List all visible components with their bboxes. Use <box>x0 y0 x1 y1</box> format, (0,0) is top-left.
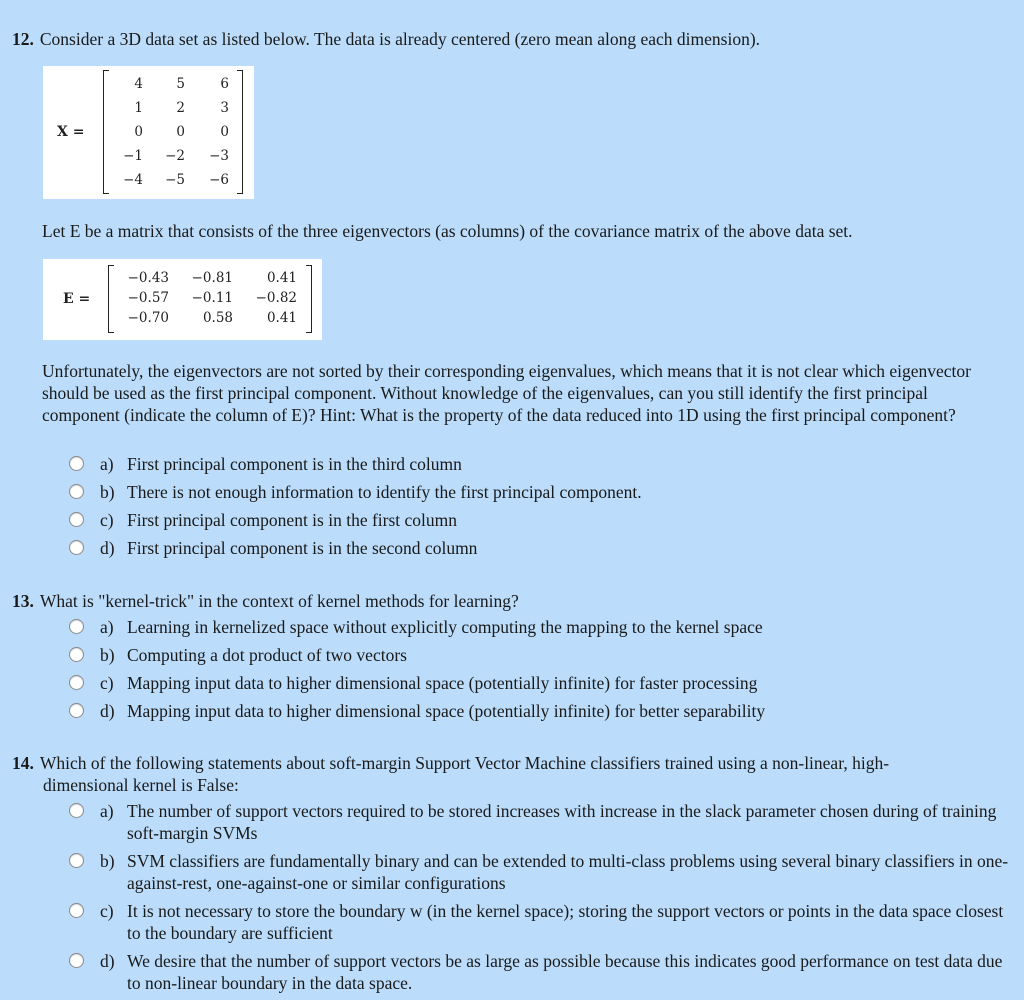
cell: 0.58 <box>202 310 233 326</box>
question-number: 14. <box>12 753 34 773</box>
option-letter: c) <box>100 901 114 921</box>
radio-button[interactable] <box>69 953 84 968</box>
cell: 0.41 <box>266 310 297 326</box>
option-a[interactable] <box>69 453 1010 475</box>
matrix-x-label: X = <box>57 124 85 140</box>
question-12-options <box>12 453 1010 565</box>
radio-button[interactable] <box>69 803 84 818</box>
cell: −5 <box>165 172 185 188</box>
question-14 <box>12 752 964 796</box>
radio-button[interactable] <box>69 647 84 662</box>
question-13-options <box>12 616 1010 728</box>
question-number: 13. <box>12 591 34 611</box>
option-d[interactable] <box>69 537 1010 559</box>
right-bracket <box>237 70 243 194</box>
option-letter: b) <box>100 851 115 871</box>
radio-button[interactable] <box>69 703 84 718</box>
radio-button[interactable] <box>69 540 84 555</box>
option-letter: d) <box>100 538 115 558</box>
option-text: First principal component is in the first column <box>127 510 458 530</box>
right-bracket <box>306 265 312 333</box>
option-a[interactable] <box>69 616 1010 638</box>
question-text: What is "kernel-trick" in the context of kernel methods for learning? <box>39 591 519 611</box>
radio-button[interactable] <box>69 484 84 499</box>
option-text: We desire that the number of support vectors be as large as possible because this indicates good performance on test data due to non-linear boundary in the data space. <box>127 951 1003 993</box>
cell: 0 <box>220 124 229 140</box>
option-letter: a) <box>100 454 114 474</box>
option-letter: c) <box>100 673 114 693</box>
option-letter: b) <box>100 482 115 502</box>
cell: −6 <box>209 172 229 188</box>
matrix-e-label: E = <box>63 291 91 307</box>
cell: −0.57 <box>127 290 169 306</box>
option-a[interactable] <box>69 800 1010 844</box>
question-text: Which of the following statements about soft-margin Support Vector Machine classifiers trained using a non-linear, high-dimensional kernel is False: <box>39 753 890 795</box>
matrix-x <box>43 66 254 199</box>
option-b[interactable] <box>69 850 1010 894</box>
question-14-options <box>12 800 1010 1000</box>
cell: −2 <box>165 148 185 164</box>
cell: −0.43 <box>127 270 169 286</box>
question-12-text3: Unfortunately, the eigenvectors are not sorted by their corresponding eigenvalues, which means that it is not clear which eigenvector should be used as the first principal component. Without knowledge of the eigenvalues, can you still identify the first principal component (indicate the column of E)? Hint: What is the property of the data reduced into 1D using the first principal component? <box>42 361 971 425</box>
radio-button[interactable] <box>69 853 84 868</box>
cell: 1 <box>134 100 143 116</box>
cell: 5 <box>176 76 185 92</box>
option-b[interactable] <box>69 481 1010 503</box>
matrix-e <box>43 259 322 340</box>
cell: 4 <box>134 76 143 92</box>
option-text: SVM classifiers are fundamentally binary and can be extended to multi-class problems using several binary classifiers in one-against-rest, one-against-one or similar configurations <box>127 851 1009 893</box>
option-letter: b) <box>100 645 115 665</box>
radio-button[interactable] <box>69 512 84 527</box>
option-letter: d) <box>100 951 115 971</box>
option-text: Computing a dot product of two vectors <box>127 645 407 665</box>
cell: 3 <box>220 100 229 116</box>
cell: −3 <box>209 148 229 164</box>
option-letter: d) <box>100 701 115 721</box>
cell: −0.82 <box>255 290 297 306</box>
cell: −1 <box>123 148 143 164</box>
option-text: First principal component is in the second column <box>127 538 478 558</box>
radio-button[interactable] <box>69 619 84 634</box>
cell: −4 <box>123 172 143 188</box>
option-text: Mapping input data to higher dimensional space (potentially infinite) for faster processing <box>127 673 758 693</box>
option-text: It is not necessary to store the boundary w (in the kernel space); storing the support vectors or points in the data space closest to the boundary are sufficient <box>127 901 1004 943</box>
question-13 <box>12 590 1010 612</box>
option-text: There is not enough information to identify the first principal component. <box>127 482 642 502</box>
cell: 0 <box>176 124 185 140</box>
cell: −0.11 <box>191 290 233 306</box>
option-d[interactable] <box>69 950 1010 994</box>
radio-button[interactable] <box>69 903 84 918</box>
cell: 6 <box>220 76 229 92</box>
question-text: Consider a 3D data set as listed below. The data is already centered (zero mean along each dimension). <box>39 29 761 49</box>
option-c[interactable] <box>69 672 1010 694</box>
option-letter: a) <box>100 801 114 821</box>
cell: 0 <box>134 124 143 140</box>
option-text: Learning in kernelized space without explicitly computing the mapping to the kernel space <box>127 617 763 637</box>
option-letter: a) <box>100 617 114 637</box>
option-d[interactable] <box>69 700 1010 722</box>
radio-button[interactable] <box>69 675 84 690</box>
cell: 0.41 <box>266 270 297 286</box>
option-text: First principal component is in the third column <box>127 454 462 474</box>
option-c[interactable] <box>69 900 1010 944</box>
question-12-text2: Let E be a matrix that consists of the three eigenvectors (as columns) of the covariance matrix of the above data set. <box>42 221 853 241</box>
cell: 2 <box>176 100 185 116</box>
option-text: The number of support vectors required to be stored increases with increase in the slack parameter chosen during of training soft-margin SVMs <box>127 801 997 843</box>
question-12 <box>12 28 1010 50</box>
question-number: 12. <box>12 29 34 49</box>
option-text: Mapping input data to higher dimensional space (potentially infinite) for better separability <box>127 701 766 721</box>
option-b[interactable] <box>69 644 1010 666</box>
cell: −0.70 <box>127 310 169 326</box>
radio-button[interactable] <box>69 456 84 471</box>
cell: −0.81 <box>191 270 233 286</box>
option-letter: c) <box>100 510 114 530</box>
option-c[interactable] <box>69 509 1010 531</box>
